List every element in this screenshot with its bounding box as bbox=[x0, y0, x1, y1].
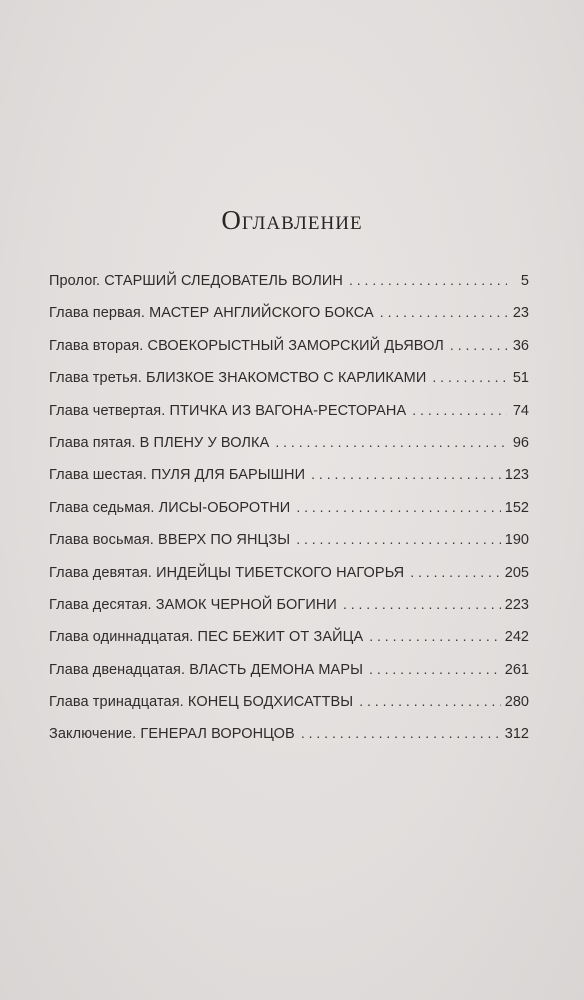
toc-entry-page-number: 312 bbox=[504, 726, 529, 743]
toc-entry-page-number: 23 bbox=[512, 305, 529, 322]
toc-entry-chapter-4 bbox=[49, 394, 529, 426]
toc-entry-chapter-6 bbox=[49, 458, 529, 490]
dot-leader bbox=[275, 426, 507, 458]
toc-entry-chapter-9 bbox=[49, 556, 529, 588]
toc-entry-title: Глава третья. БЛИЗКОЕ ЗНАКОМСТВО С КАРЛИКАМИ bbox=[49, 370, 427, 387]
toc-entry-page-number: 96 bbox=[512, 434, 529, 451]
dot-leader bbox=[410, 556, 501, 588]
toc-entry-title: Глава двенадцатая. ВЛАСТЬ ДЕМОНА МАРЫ bbox=[49, 661, 364, 678]
dot-leader bbox=[349, 264, 507, 296]
dot-leader bbox=[296, 523, 501, 555]
toc-entry-chapter-12 bbox=[49, 653, 529, 685]
dot-leader bbox=[380, 296, 507, 328]
dot-leader bbox=[301, 717, 501, 749]
dot-leader bbox=[296, 491, 500, 523]
toc-entry-page-number: 261 bbox=[504, 661, 529, 678]
dot-leader bbox=[412, 394, 507, 426]
toc-entry-title: Глава тринадцатая. КОНЕЦ БОДХИСАТТВЫ bbox=[49, 694, 354, 711]
toc-entry-title: Глава пятая. В ПЛЕНУ У ВОЛКА bbox=[49, 434, 270, 451]
toc-entry-chapter-10 bbox=[49, 588, 529, 620]
toc-entry-chapter-1 bbox=[49, 296, 529, 328]
toc-entry-chapter-5 bbox=[49, 426, 529, 458]
toc-entry-title: Глава шестая. ПУЛЯ ДЛЯ БАРЫШНИ bbox=[49, 467, 306, 484]
toc-entry-title: Глава четвертая. ПТИЧКА ИЗ ВАГОНА-РЕСТОРАНА bbox=[49, 402, 407, 419]
toc-entry-page-number: 190 bbox=[504, 532, 529, 549]
toc-entry-chapter-2 bbox=[49, 329, 529, 361]
toc-entry-title: Глава первая. МАСТЕР АНГЛИЙСКОГО БОКСА bbox=[49, 305, 374, 322]
toc-entry-chapter-7 bbox=[49, 491, 529, 523]
toc-entry-page-number: 223 bbox=[504, 596, 529, 613]
toc-entry-page-number: 36 bbox=[512, 337, 529, 354]
toc-entry-page-number: 5 bbox=[520, 273, 529, 289]
dot-leader bbox=[369, 620, 501, 652]
toc-entry-page-number: 152 bbox=[504, 499, 529, 516]
toc-entry-title: Глава десятая. ЗАМОК ЧЕРНОЙ БОГИНИ bbox=[49, 596, 337, 613]
dot-leader bbox=[369, 653, 501, 685]
dot-leader bbox=[359, 685, 501, 717]
toc-entry-title: Глава седьмая. ЛИСЫ-ОБОРОТНИ bbox=[49, 499, 291, 516]
toc-entry-page-number: 242 bbox=[504, 629, 529, 646]
toc-entry-page-number: 280 bbox=[504, 694, 529, 711]
page-title: Оглавление bbox=[221, 205, 363, 235]
toc-entry-chapter-3 bbox=[49, 361, 529, 393]
toc-entry-chapter-8 bbox=[49, 523, 529, 555]
toc-entry-title: Глава вторая. СВОЕКОРЫСТНЫЙ ЗАМОРСКИЙ ДЬЯВОЛ bbox=[49, 337, 444, 354]
table-of-contents bbox=[49, 264, 529, 750]
toc-entry-page-number: 205 bbox=[504, 564, 529, 581]
dot-leader bbox=[343, 588, 501, 620]
toc-entry-epilogue bbox=[49, 717, 529, 749]
toc-entry-title: Пролог. СТАРШИЙ СЛЕДОВАТЕЛЬ ВОЛИН bbox=[49, 273, 343, 289]
toc-entry-page-number: 123 bbox=[504, 467, 529, 484]
dot-leader bbox=[450, 329, 507, 361]
toc-entry-chapter-11 bbox=[49, 620, 529, 652]
toc-entry-title: Глава восьмая. ВВЕРХ ПО ЯНЦЗЫ bbox=[49, 532, 291, 549]
toc-entry-title: Глава девятая. ИНДЕЙЦЫ ТИБЕТСКОГО НАГОРЬЯ bbox=[49, 564, 405, 581]
dot-leader bbox=[432, 361, 507, 393]
dot-leader bbox=[311, 458, 501, 490]
toc-entry-chapter-13 bbox=[49, 685, 529, 717]
toc-entry-page-number: 51 bbox=[512, 370, 529, 387]
toc-entry-title: Заключение. ГЕНЕРАЛ ВОРОНЦОВ bbox=[49, 726, 295, 743]
toc-entry-prologue bbox=[49, 264, 529, 296]
toc-entry-title: Глава одиннадцатая. ПЕС БЕЖИТ ОТ ЗАЙЦА bbox=[49, 629, 364, 646]
toc-entry-page-number: 74 bbox=[512, 402, 529, 419]
